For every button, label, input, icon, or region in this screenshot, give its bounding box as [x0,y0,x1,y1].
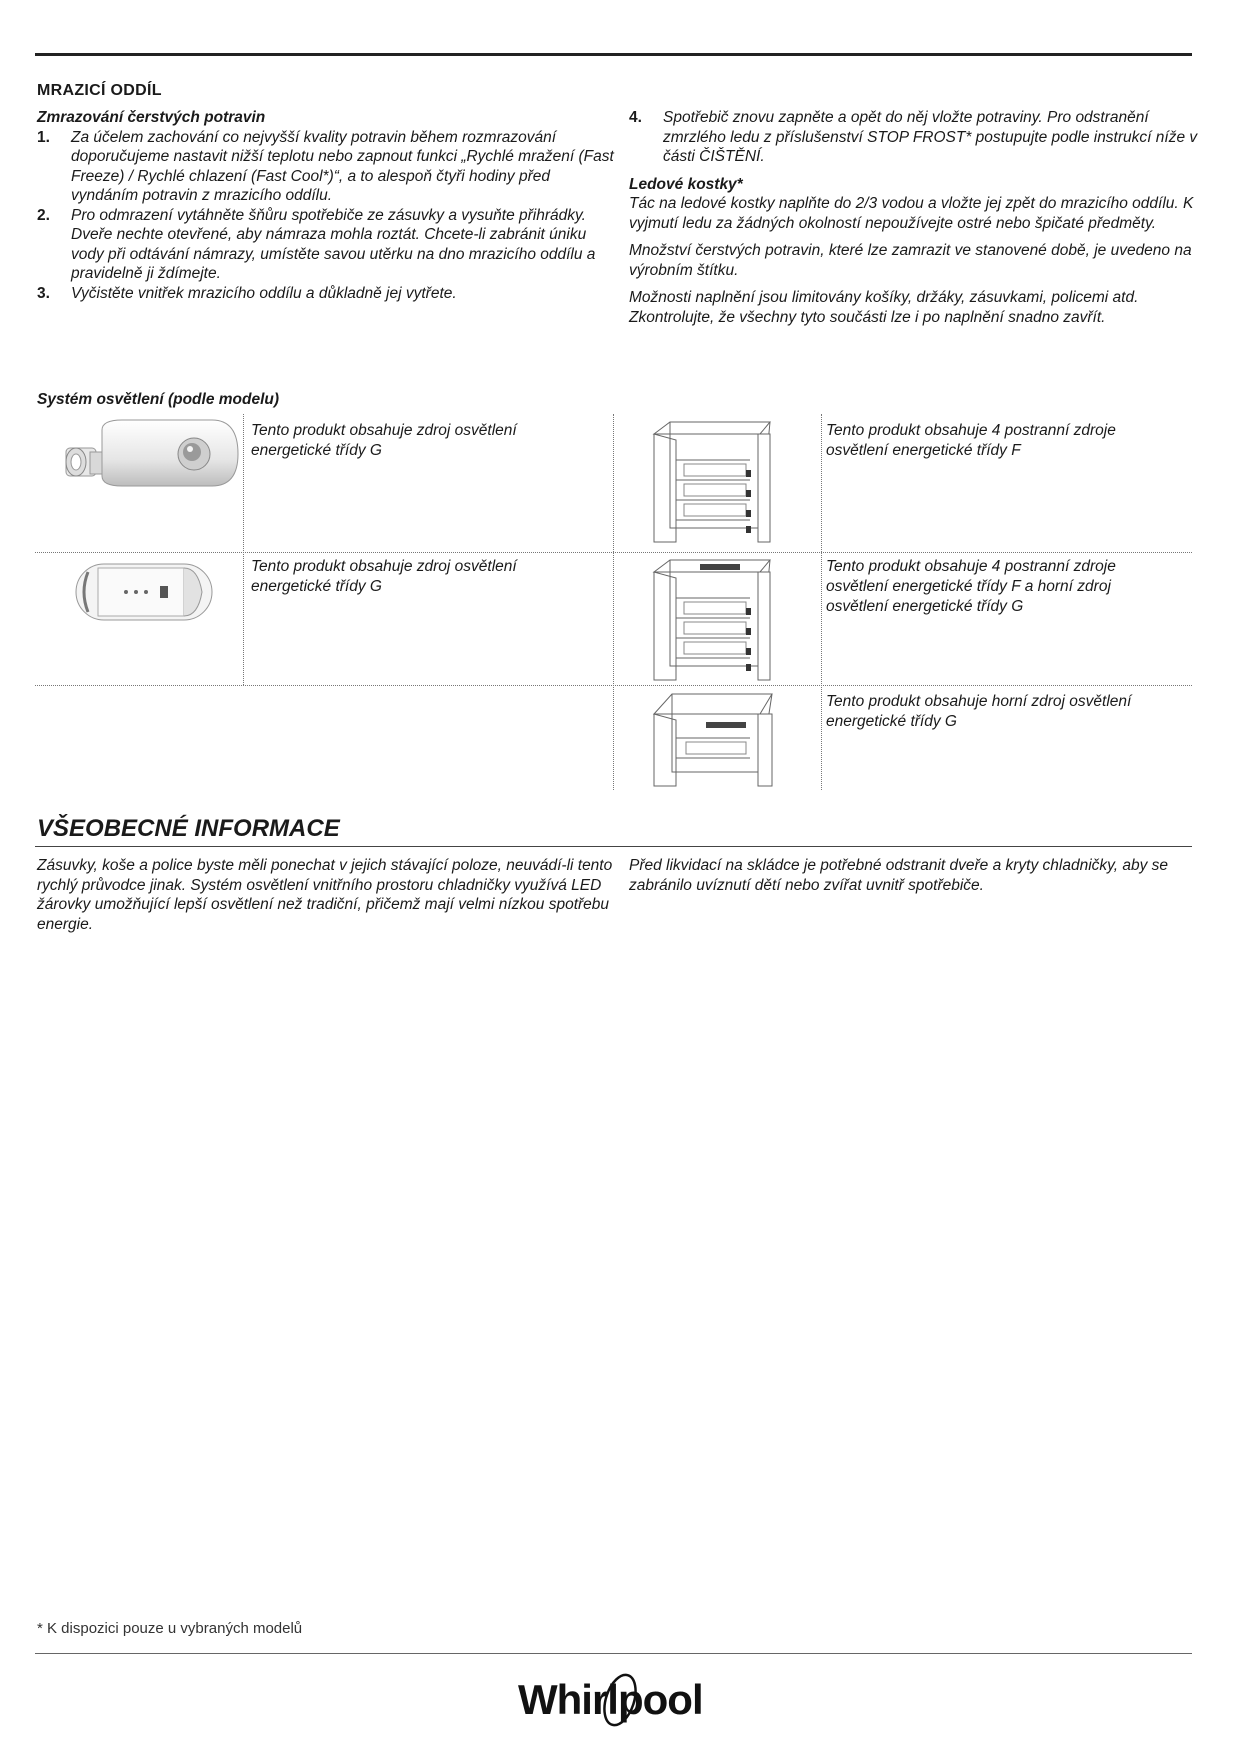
grid-divider [821,414,822,790]
list-item [37,284,617,304]
grid-divider [613,414,614,790]
lighting-title: Systém osvětlení (podle modelu) [37,391,280,408]
lighting-cell-text: Tento produkt obsahuje zdroj osvětlení energetické třídy G [251,422,517,459]
lighting-cell-text: Tento produkt obsahuje horní zdroj osvětlení energetické třídy G [826,693,1132,730]
lighting-cell-text: Tento produkt obsahuje zdroj osvětlení energetické třídy G [251,558,517,595]
fridge-side-top-lights-image [650,558,780,683]
fridge-side-lights-image [650,420,780,545]
bottom-rule [35,1653,1192,1654]
step-number: 4. [629,109,642,126]
footnote: * K dispozici pouze u vybraných modelů [37,1620,303,1637]
ice-cubes-subheading: Ledové kostky* [629,175,743,193]
general-info-left-text: Zásuvky, koše a police byste měli ponechat v jejich stávající poloze, neuvádí-li tento rychlý průvodce jinak. Systém osvětlení vnitřního prostoru chladničky využívá LED žárovky umožňující lepší osvětlení než tradiční, přičemž mají velmi nízkou spotřebu energie. [37,857,613,933]
led-panel-image [74,558,214,626]
general-info-heading: VŠEOBECNÉ INFORMACE [37,815,340,842]
list-item [37,128,617,206]
step-text: Pro odmrazení vytáhněte šňůru spotřebiče ze zásuvky a vysuňte přihrádky. Dveře nechte otevřené, aby námraza mohla roztát. Chcete-li zabránit úniku vody při odtávání námrazy, umístěte savou utěrku na dno mrazicího oddílu a pravidelně ji ždímejte. [71,206,596,282]
step-text: Za účelem zachování co nejvyšší kvality potravin během rozmrazování doporučujeme nastavit nižší teplotu nebo zapnout funkci „Rychlé mražení (Fast Freeze) / Rychlé chlazení (Fast Cool*)“, a to alespoň čtyři hodiny před vyndáním potravin z mrazicího oddílu. [71,128,614,204]
list-item [629,108,1199,167]
freezing-subheading: Zmrazování čerstvých potravin [37,109,266,126]
whirlpool-logo [516,1668,724,1734]
list-item [37,206,617,284]
loading-text: Možnosti naplnění jsou limitovány košíky, držáky, zásuvkami, policemi atd. Zkontrolujte, že všechny tyto součásti lze i po naplnění snadno zavřít. [629,289,1139,326]
svg-text:Whirlpool: Whirlpool [518,1676,703,1723]
general-info-right-text: Před likvidací na skládce je potřebné odstranit dveře a kryty chladničky, aby se zabránilo uvíznutí dětí nebo zvířat uvnitř spotřebiče. [629,857,1169,894]
top-rule [35,53,1192,56]
section-heading-freezer: MRAZICÍ ODDÍL [37,82,162,99]
fridge-top-light-image [650,692,780,788]
capacity-text: Množství čerstvých potravin, které lze zamrazit ve stanovené době, je uvedeno na výrobním štítku. [629,242,1192,279]
step-number: 1. [37,128,50,146]
step-number: 3. [37,284,50,302]
step-text: Spotřebič znovu zapněte a opět do něj vložte potraviny. Pro odstranění zmrzlého ledu z příslušenství STOP FROST* postupujte podle instrukcí níže v části ČIŠTĚNÍ. [663,109,1198,165]
lighting-cell-text: Tento produkt obsahuje 4 postranní zdroje osvětlení energetické třídy F a horní zdroj osvětlení energetické třídy G [826,558,1116,615]
led-lamp-image [62,416,240,496]
grid-divider [243,414,244,685]
general-info-rule [35,846,1192,847]
freezer-right-column [629,108,1199,335]
step-text: Vyčistěte vnitřek mrazicího oddílu a důkladně jej vytřete. [71,284,457,302]
lighting-cell-text: Tento produkt obsahuje 4 postranní zdroje osvětlení energetické třídy F [826,422,1116,459]
step-number: 2. [37,206,50,224]
freezing-steps-list-continued [629,108,1199,167]
freezer-left-column [37,108,617,303]
freezing-steps-list [37,128,617,304]
ice-cubes-text: Tác na ledové kostky naplňte do 2/3 vodou a vložte jej zpět do mrazicího oddílu. K vyjmutí ledu za žádných okolností nepoužívejte ostré nebo špičaté předměty. [629,195,1194,232]
